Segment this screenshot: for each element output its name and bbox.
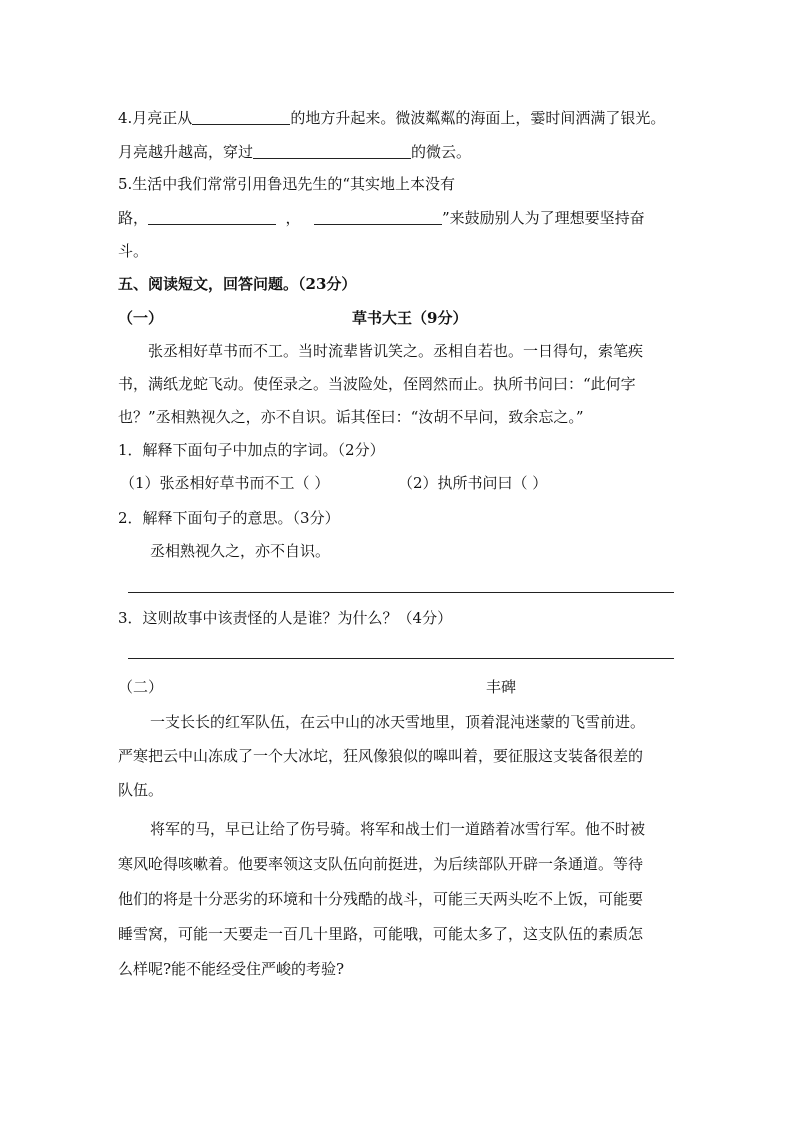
passage2-line-2: 严寒把云中山冻成了一个大冰坨，狂风像狼似的嗥叫着，要征服这支装备很差的: [118, 747, 644, 765]
passage1-title: 草书大王（9分）: [352, 309, 468, 327]
q5-blank-2[interactable]: [314, 210, 442, 225]
q5-separator: ，: [285, 209, 301, 227]
q5-text-d: 斗。: [118, 242, 149, 260]
q5-text-a: 5.生活中我们常常引用鲁迅先生的“其实地上本没有: [118, 175, 455, 193]
q4-text-b: 的地方升起来。微波粼粼的海面上，霎时间洒满了银光。: [290, 109, 666, 127]
passage2-title: 丰碑: [486, 678, 517, 696]
passage2-line-1: 一支长长的红军队伍，在云中山的冰天雪地里，顶着混沌迷蒙的飞雪前进。: [150, 713, 646, 731]
passage1-label: （一）: [118, 309, 164, 327]
passage1-question-3: 3．这则故事中该责怪的人是谁？为什么？（4分）: [118, 609, 453, 627]
q5-text-b: 路，: [118, 209, 149, 227]
passage1-question-2: 2．解释下面句子的意思。（3分）: [118, 509, 340, 527]
passage2-line-3: 队伍。: [118, 781, 164, 799]
passage2-line-5: 寒风呛得咳嗽着。他要率领这支队伍向前挺进，为后续部队开辟一条通道。等待: [118, 855, 644, 873]
passage1-question-1: 1．解释下面句子中加点的字词。（2分）: [118, 441, 385, 459]
q4-blank-1[interactable]: [192, 110, 290, 125]
q4-text-a: 4.月亮正从: [118, 109, 193, 127]
answer-line-q3[interactable]: [128, 658, 674, 659]
q5-blank-1[interactable]: [148, 210, 276, 225]
answer-line-q2[interactable]: [128, 592, 674, 593]
passage1-para-line-1: 张丞相好草书而不工。当时流辈皆讥笑之。丞相自若也。一日得句，索笔疾: [148, 342, 644, 360]
q4-line-1: [118, 107, 665, 129]
passage1-question-1a: （1）张丞相好草书而不工（ ）: [120, 474, 330, 492]
q4-text-c: 月亮越升越高，穿过: [118, 143, 254, 161]
q4-text-d: 的微云。: [411, 143, 472, 161]
q5-line-2: [118, 207, 645, 229]
q5-line-1: [118, 173, 455, 195]
passage1-question-2-sentence: 丞相熟视久之，亦不自识。: [150, 542, 331, 560]
passage1-question-1b: （2）执所书问曰（ ）: [398, 474, 548, 492]
passage2-line-6: 他们的将是十分恶劣的环境和十分残酷的战斗，可能三天两头吃不上饭，可能要: [118, 890, 644, 908]
passage1-para-line-2: 书，满纸龙蛇飞动。使侄录之。当波险处，侄罔然而止。执所书问曰：“此何字: [118, 375, 636, 393]
q5-line-3: [118, 240, 148, 262]
q5-text-c: ”来鼓励别人为了理想要坚持奋: [442, 209, 645, 227]
passage2-line-8: 么样呢?能不能经受住严峻的考验?: [118, 960, 345, 978]
section-5-title: 五、阅读短文，回答问题。（23分）: [118, 275, 357, 293]
passage2-label: （二）: [118, 678, 164, 696]
passage1-para-line-3: 也？”丞相熟视久之，亦不自识。诟其侄曰：“汝胡不早问，致余忘之。”: [118, 408, 584, 426]
q4-line-2: [118, 141, 471, 163]
passage2-line-4: 将军的马，早已让给了伤号骑。将军和战士们一道踏着冰雪行军。他不时被: [150, 820, 646, 838]
passage2-line-7: 睡雪窝，可能一天要走一百几十里路，可能哦，可能太多了，这支队伍的素质怎: [118, 925, 644, 943]
q4-blank-2[interactable]: [253, 144, 411, 159]
